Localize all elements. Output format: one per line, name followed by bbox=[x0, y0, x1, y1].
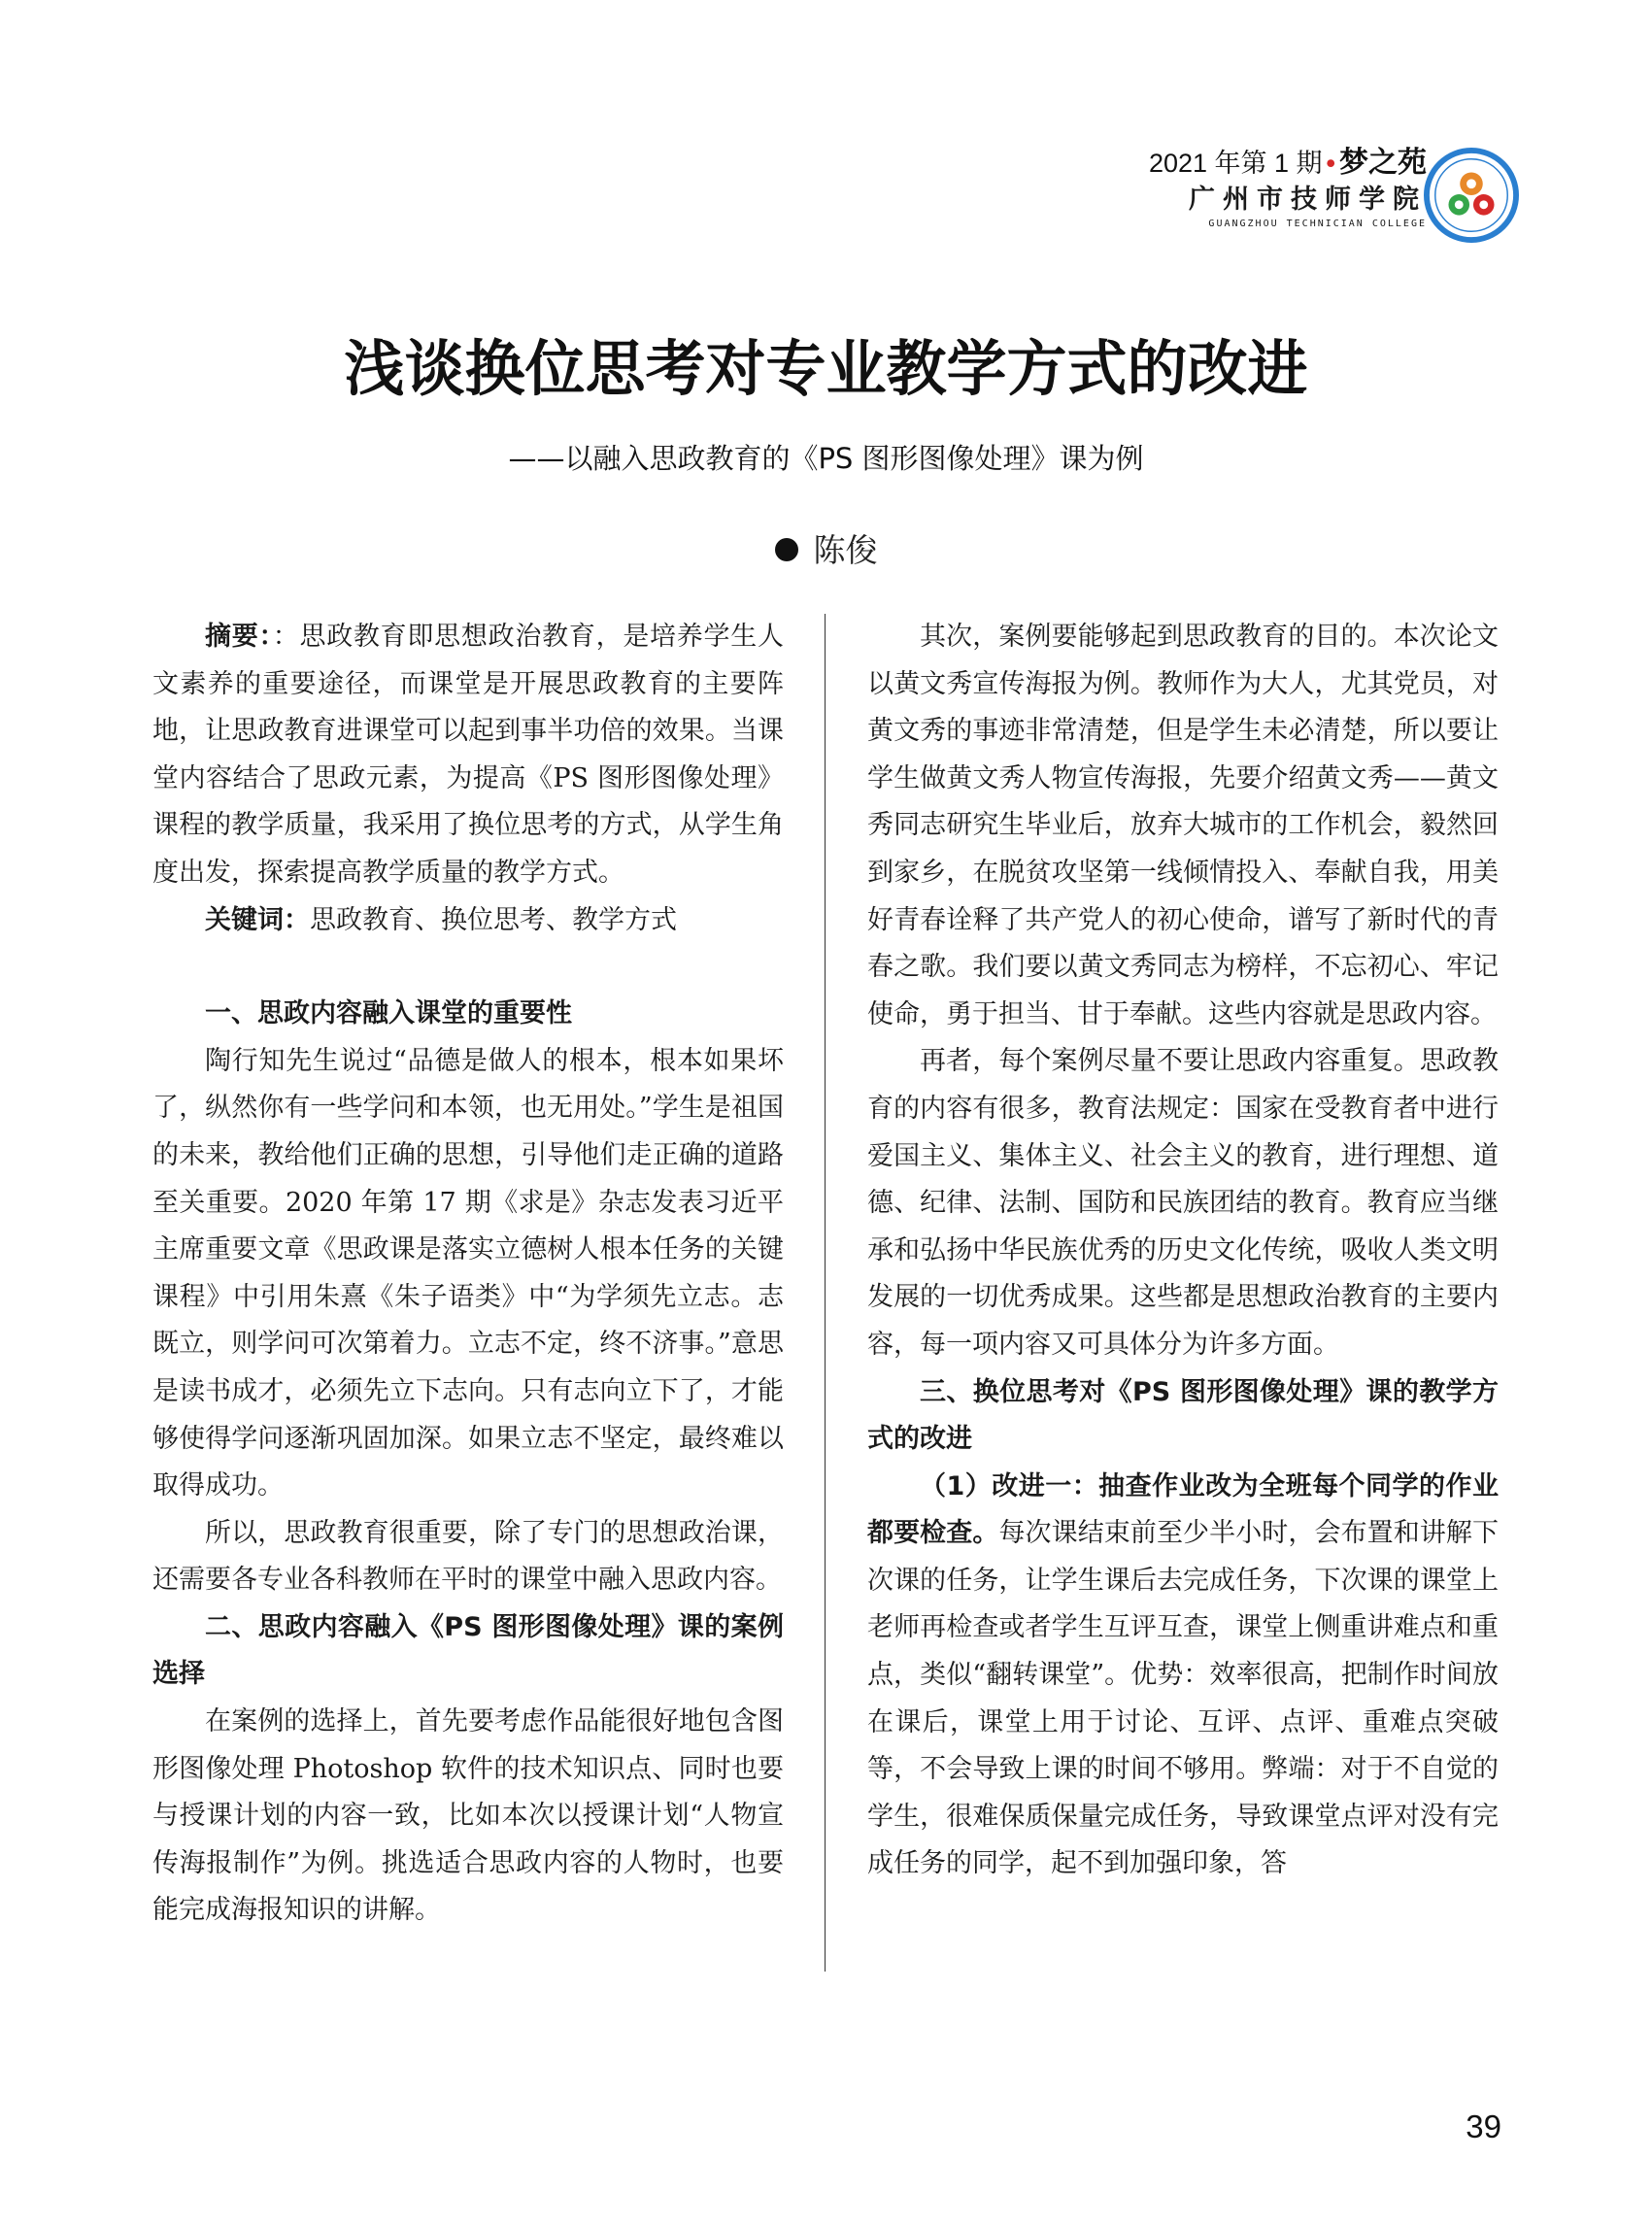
paragraph: 再者，每个案例尽量不要让思政内容重复。思政教育的内容有很多，教育法规定：国家在受教育者中进行爱国主义、集体主义、社会主义的教育，进行理想、道德、纪律、法制、国防和民族团结的教育。教育应当继承和弘扬中华民族优秀的历史文化传统，吸收人类文明发展的一切优秀成果。这些都是思想政治教育的主要内容，每一项内容又可具体分为许多方面。 bbox=[867, 1046, 1499, 1360]
college-name-en: GUANGZHOU TECHNICIAN COLLEGE bbox=[1208, 219, 1427, 229]
article-title: 浅谈换位思考对专业教学方式的改进 bbox=[344, 333, 1308, 404]
keywords-label: 关键词： bbox=[205, 904, 310, 935]
paragraph bbox=[867, 1464, 1499, 1888]
section-heading-1: 一、思政内容融入课堂的重要性 bbox=[205, 998, 572, 1029]
college-name-cn: 广州市技师学院 bbox=[1189, 185, 1427, 215]
journal-brand: 梦之苑 bbox=[1339, 147, 1427, 179]
improvement-text: 每次课结束前至少半小时，会布置和讲解下次课的任务，让学生课后去完成任务，下次课的课堂上老师再检查或者学生互评互查，课堂上侧重讲难点和重点，类似“翻转课堂”。优势：效率很高，把制作时间放在课后，课堂上用于讨论、互评、点评、重难点突破等，不会导致上课的时间不够用。弊端：对于不自觉的学生，很难保质保量完成任务，导致课堂点评对没有完成任务的同学，起不到加强印象，答 bbox=[867, 1518, 1500, 1879]
paragraph: 在案例的选择上，首先要考虑作品能很好地包含图形图像处理 Photoshop 软件的技术知识点、同时也要与授课计划的内容一致，比如本次以授课计划“人物宣传海报制作”为例。挑选适合思政内容的人物时，也要能完成海报知识的讲解。 bbox=[152, 1706, 784, 1926]
column-divider bbox=[825, 614, 826, 1972]
article-subtitle: ——以融入思政教育的《PS 图形图像处理》课为例 bbox=[508, 442, 1144, 475]
page-number: 39 bbox=[1466, 2108, 1501, 2144]
author-line bbox=[0, 529, 1652, 572]
keywords bbox=[152, 897, 784, 945]
abstract-label: 摘要： bbox=[205, 622, 273, 652]
paragraph: 所以，思政教育很重要，除了专门的思想政治课，还需要各专业各科教师在平时的课堂中融入思政内容。 bbox=[152, 1517, 784, 1596]
right-column bbox=[867, 614, 1499, 1888]
bullet-icon bbox=[775, 538, 798, 561]
abstract-text: ：思政教育即思想政治教育，是培养学生人文素养的重要途径，而课堂是开展思政教育的主要阵地，让思政教育进课堂可以起到事半功倍的效果。当课堂内容结合了思政元素，为提高《PS 图形图像处理》课程的教学质量，我采用了换位思考的方式，从学生角度出发，探索提高教学质量的教学方式。 bbox=[152, 622, 785, 888]
author-name: 陈俊 bbox=[813, 531, 878, 569]
journal-header bbox=[922, 146, 1427, 231]
section-heading-2: 二、思政内容融入《PS 图形图像处理》课的案例选择 bbox=[152, 1611, 784, 1690]
section-heading-3: 三、换位思考对《PS 图形图像处理》课的教学方式的改进 bbox=[867, 1376, 1499, 1455]
paragraph: 陶行知先生说过“品德是做人的根本，根本如果坏了，纵然你有一些学问和本领，也无用处。”学生是祖国的未来，教给他们正确的思想，引导他们走正确的道路至关重要。2020 年第 17 期《求是》杂志发表习近平主席重要文章《思政课是落实立德树人根本任务的关键课程》中引用朱熹《朱子语类》中“为学须先立志。志既立，则学问可次第着力。立志不定，终不济事。”意思是读书成才，必须先立下志向。只有志向立下了，才能够使得学问逐渐巩固加深。如果立志不坚定，最终难以取得成功。 bbox=[152, 1045, 784, 1501]
college-logo-icon bbox=[1424, 148, 1519, 243]
paragraph: 其次，案例要能够起到思政教育的目的。本次论文以黄文秀宣传海报为例。教师作为大人，尤其党员，对黄文秀的事迹非常清楚，但是学生未必清楚，所以要让学生做黄文秀人物宣传海报，先要介绍黄文秀——黄文秀同志研究生毕业后，放弃大城市的工作机会，毅然回到家乡，在脱贫攻坚第一线倾情投入、奉献自我，用美好青春诠释了共产党人的初心使命，谱写了新时代的青春之歌。我们要以黄文秀同志为榜样，不忘初心、牢记使命，勇于担当、甘于奉献。这些内容就是思政内容。 bbox=[867, 622, 1499, 1029]
abstract bbox=[152, 614, 784, 897]
issue-line bbox=[922, 146, 1427, 181]
issue-number: 2021 年第 1 期 bbox=[1148, 149, 1323, 178]
separator-dot: • bbox=[1326, 149, 1335, 178]
improvement-label: （1）改进一：抽查作业改为全班每个同学的作业都要检查。 bbox=[867, 1470, 1499, 1549]
left-column bbox=[152, 614, 784, 1935]
keywords-text: 思政教育、换位思考、教学方式 bbox=[310, 904, 677, 935]
